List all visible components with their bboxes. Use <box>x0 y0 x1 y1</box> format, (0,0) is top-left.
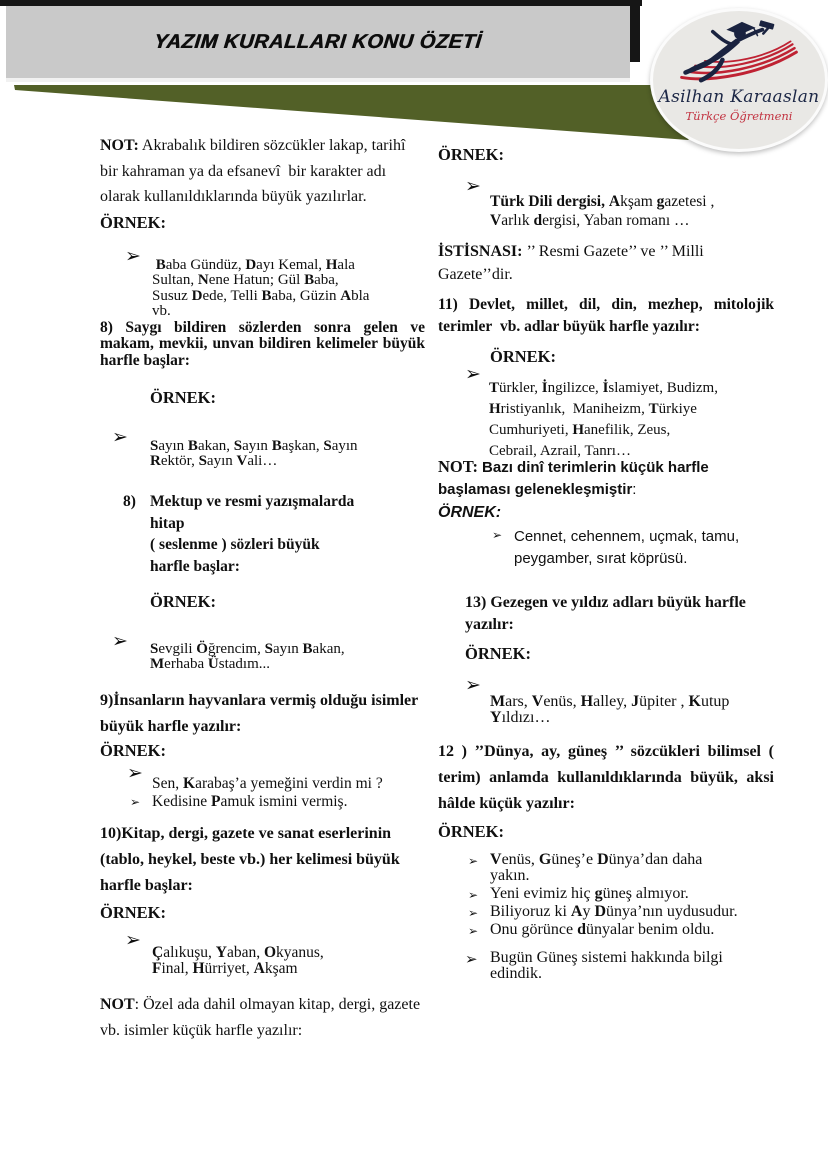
example-animal-1: ➢ Sen, Karabaş’a yemeğini verdin mi ? <box>127 762 383 792</box>
example-heading: ÖRNEK: <box>490 347 556 366</box>
rule-11-nations: 11) Devlet, millet, dil, din, mezhep, mitolojik terimler vb. adlar büyük harfle yazılır: <box>438 296 774 335</box>
rule-9-animal-names: 9)İnsanların hayvanlara vermiş olduğu isimler büyük harfle yazılır: <box>100 692 418 735</box>
rule-13-planets: 13) Gezegen ve yıldız adları büyük harfle yazılır: <box>465 594 746 633</box>
example-animal-2: ➢ Kedisine Pamuk ismini vermiş. <box>130 793 348 810</box>
example-heading: ÖRNEK: <box>100 212 166 232</box>
note-label: NOT: <box>438 457 479 476</box>
arrow-bullet-icon: ➢ <box>465 363 481 385</box>
black-edge-strip <box>630 0 640 62</box>
example-heading: ÖRNEK: <box>438 145 504 164</box>
logo-name: Asilhan Karaaslan <box>658 87 820 107</box>
example-list-titles: ➢ Sayın Bakan, Sayın Başkan, Sayın Rektör, Sayın Vali… <box>112 426 358 469</box>
arrow-bullet-icon: ➢ <box>468 906 479 920</box>
rule-12-celestial: 12 ) ’’Dünya, ay, güneş ’’ sözcükleri bilimsel ( terim) anlamda kullanıldıklarında büyük, aksi hâlde küçük yazılır: <box>438 743 774 812</box>
arrow-bullet-icon: ➢ <box>468 888 479 902</box>
example-list-planets: ➢ Mars, Venüs, Halley, Jüpiter , Kutup Yıldızı… <box>465 674 730 726</box>
example-heading: ÖRNEK: <box>465 644 531 663</box>
arrow-bullet-icon: ➢ <box>125 244 141 267</box>
arrow-bullet-icon: ➢ <box>127 762 143 784</box>
arrow-bullet-icon: ➢ <box>112 630 128 652</box>
column-right <box>438 125 774 982</box>
arrow-bullet-icon: ➢ <box>465 175 481 197</box>
column-left <box>100 125 425 1044</box>
example-row: ➢ Onu görünce dünyalar benim oldu. <box>468 921 715 938</box>
example-list-magazines: ➢ Türk Dili dergisi, Akşam gazetesi , Varlık dergisi, Yaban romanı … <box>465 175 715 229</box>
page-title: YAZIM KURALLARI KONU ÖZETİ <box>153 30 483 53</box>
example-heading: ÖRNEK: <box>438 822 504 841</box>
example-list-celestial <box>438 852 774 982</box>
example-row: ➢ Yeni evimiz hiç güneş almıyor. <box>468 885 689 902</box>
arrow-bullet-icon: ➢ <box>465 950 478 968</box>
example-heading: ÖRNEK: <box>100 903 166 922</box>
note-common-names: NOT: Özel ada dahil olmayan kitap, dergi, gazete vb. isimler küçük harfle yazılır: <box>100 996 421 1039</box>
arrow-bullet-icon: ➢ <box>130 795 141 809</box>
note-religious-terms: NOT: Bazı dinî terimlerin küçük harfle başlaması gelenekleşmiştir: <box>438 457 709 498</box>
example-heading: ÖRNEK: <box>150 592 216 611</box>
example-list-religious: ➢ Cennet, cehennem, uçmak, tamu, peygamber, sırat köprüsü. <box>492 526 774 570</box>
arrow-bullet-icon: ➢ <box>492 528 503 542</box>
example-list-religions: ➢ Türkler, İngilizce, İslamiyet, Budizm, Hristiyanlık, Maniheizm, Türkiye Cumhuriyeti, Hanefilik, Zeus, Cebrail, Azrail, Tanrı… <box>465 363 718 459</box>
note-relatives: NOT: Akrabalık bildiren sözcükler lakap, tarihî bir kahraman ya da efsanevî bir karakter adı olarak kullanıldıklarında büyük yazılırlar. <box>100 137 406 205</box>
example-heading: ÖRNEK: <box>100 741 166 760</box>
example-heading-italic: ÖRNEK: <box>438 504 502 521</box>
arrow-bullet-icon: ➢ <box>468 854 479 868</box>
rule-10-works: 10)Kitap, dergi, gazete ve sanat eserlerinin (tablo, heykel, beste vb.) her kelimesi büyük harfle başlar: <box>100 825 400 894</box>
rule-8-respect: 8) Saygı bildiren sözlerden sonra gelen ve makam, mevkii, unvan bildiren kelimeler büyük harfle başlar: <box>100 318 425 369</box>
arrow-bullet-icon: ➢ <box>125 929 141 951</box>
example-row: ➢ Venüs, Güneş’e Dünya’dan daha yakın. <box>468 851 703 884</box>
logo-badge <box>650 8 828 152</box>
logo-subtitle: Türkçe Öğretmeni <box>685 109 793 123</box>
exception-note: İSTİSNASI: ’’ Resmi Gazete’’ ve ’’ Milli Gazete’’dir. <box>438 243 704 283</box>
example-list-names: ➢ Baba Gündüz, Dayı Kemal, Hala Sultan, Nene Hatun; Gül Baba, Susuz Dede, Telli Baba, Güzin Abla vb. <box>125 244 370 319</box>
title-bar <box>6 6 630 82</box>
example-list-salutations: ➢ Sevgili Öğrencim, Sayın Bakan, Merhaba Üstadım... <box>112 630 345 672</box>
example-heading: ÖRNEK: <box>150 388 216 407</box>
example-list-works: ➢ Çalıkuşu, Yaban, Okyanus, Final, Hürriyet, Akşam <box>125 929 324 977</box>
running-graduate-icon <box>675 19 803 91</box>
example-row: ➢ Biliyoruz ki Ay Dünya’nın uydusudur. <box>468 903 738 920</box>
example-row: ➢ Bugün Güneş sistemi hakkında bilgi edindik. <box>465 949 723 982</box>
arrow-bullet-icon: ➢ <box>112 426 128 448</box>
rule-8-letters: 8) Mektup ve resmi yazışmalarda hitap ( seslenme ) sözleri büyük harfle başlar: <box>123 493 355 575</box>
arrow-bullet-icon: ➢ <box>465 674 481 696</box>
arrow-bullet-icon: ➢ <box>468 924 479 938</box>
